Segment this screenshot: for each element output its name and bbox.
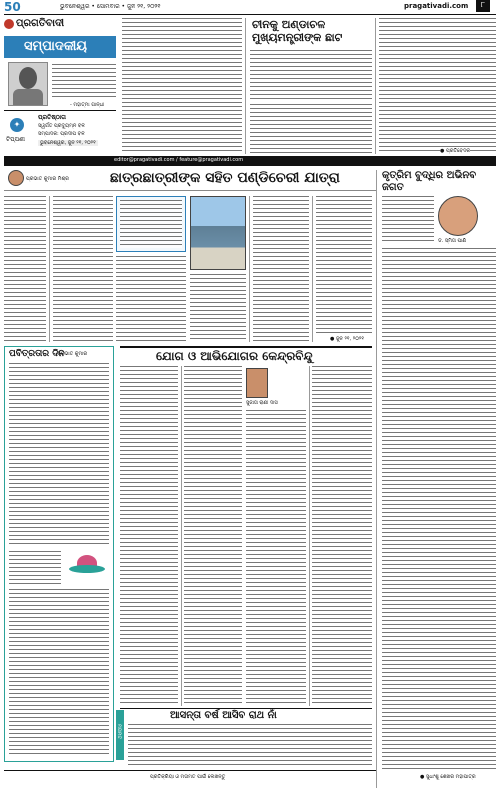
left-box — [4, 346, 114, 762]
top-right-byline: ● ପ୍ରତିବେଦକ — [440, 148, 471, 154]
main-headline-rule — [4, 190, 376, 191]
anniversary-logo: 50 — [4, 0, 21, 14]
footer-rule — [4, 770, 376, 771]
yoga-col-2 — [184, 366, 242, 706]
left-box-body-1 — [9, 363, 109, 547]
divider-7 — [181, 366, 182, 706]
side-strip — [116, 710, 124, 760]
brand-box — [4, 16, 116, 36]
main-author: ପ୍ରଭାତ କୁମାର ମିଶ୍ର — [26, 176, 69, 182]
yoga-col-3 — [246, 410, 306, 706]
pullquote-box — [116, 196, 186, 252]
right-body — [382, 248, 496, 770]
yoga-author: ସୁଜାତା ରାଣୀ ଦାସ — [246, 400, 278, 406]
editorial-col-1 — [122, 18, 242, 154]
main-col-6 — [316, 196, 372, 336]
twitter-label: ଟିପ୍ପଣୀ — [6, 136, 25, 143]
masthead — [0, 0, 500, 14]
divider-6 — [376, 170, 377, 788]
gandhi-portrait — [8, 62, 48, 106]
info-box — [4, 112, 116, 156]
main-headline: ଛାତ୍ରଛାତ୍ରୀଙ୍କ ସହିତ ପଣ୍ଡିଚେରୀ ଯାତ୍ରା — [110, 170, 340, 186]
email-text[interactable]: editor@pragativadi.com / feature@pragativadi.com — [114, 157, 244, 163]
section-title: ସମ୍ପାଦକୀୟ — [24, 39, 87, 54]
footer-note: ପ୍ରତିକ୍ରିୟା ଓ ମତାମତ ପାଇଁ ଲେଖନ୍ତୁ — [150, 774, 226, 780]
divider-3 — [49, 196, 50, 342]
brand-name: ପ୍ରଗତିବାଦୀ — [16, 18, 65, 29]
divider-2 — [375, 18, 376, 154]
main-col-1 — [4, 196, 46, 342]
main-author-photo — [8, 170, 24, 186]
masthead-date: ଭୁବନେଶ୍ୱର • ସୋମବାର • ଜୁନ ୨୧, ୨୦୨୧ — [60, 3, 161, 10]
info-line1: ସ୍ୱର୍ଗତ ପ୍ରଦ୍ୟୁମ୍ନ ବଳ — [38, 123, 85, 129]
page-number: ୮ — [476, 0, 490, 12]
right-intro — [382, 196, 434, 242]
divider-8 — [309, 366, 310, 706]
bottom-headline: ଆସନ୍ତା ବର୍ଷ ଆସିବ ରାଥ ନାଁ — [170, 710, 277, 721]
masthead-website[interactable]: pragativadi.com — [404, 2, 469, 10]
divider-5 — [312, 196, 313, 342]
info-line2: ସମ୍ପାଦକ: ପ୍ରଦୀପ ବଳ — [38, 131, 85, 137]
right-headline: କୃତ୍ରିମ ବୁଦ୍ଧିର ଅଭିନବ ଜଗତ — [382, 170, 477, 193]
brand-logo-icon — [4, 19, 14, 29]
main-col-4 — [190, 274, 246, 342]
section-banner — [4, 36, 116, 58]
side-strip-label: ମତାମତ — [116, 724, 122, 740]
pondicherry-photo — [190, 196, 246, 270]
main-col-2 — [53, 196, 113, 342]
yoga-header — [120, 346, 372, 362]
yoga-col-1 — [120, 366, 178, 706]
top-right-headline: ଚୀନକୁ ଅଣ୍ଡାଚଳ ମୁଖ୍ୟମନ୍ତ୍ରୀଙ୍କ ଛାଟ — [252, 18, 343, 44]
quote-rule — [4, 110, 116, 111]
far-right-body-top — [379, 18, 496, 154]
left-box-body-2 — [9, 551, 61, 585]
twitter-icon: ✦ — [10, 118, 24, 132]
yoga-author-photo — [246, 368, 268, 398]
info-title: ପ୍ରତିଷ୍ଠାତା — [38, 114, 66, 121]
main-col-3 — [116, 256, 186, 342]
right-author-photo — [438, 196, 478, 236]
email-bar[interactable] — [4, 156, 496, 166]
masthead-rule — [4, 14, 496, 15]
right-author: ଡ. ସ୍ମିତା ପାଣି — [438, 238, 467, 244]
main-byline: ● ଜୁନ ୨୧, ୨୦୨୧ — [330, 336, 364, 342]
bottom-rule — [120, 708, 372, 709]
bottom-body — [128, 724, 372, 768]
bottom-author: ● ସୁଧାଂଶୁ ଶେଖର ମହାପାତ୍ର — [420, 774, 476, 780]
divider-1 — [245, 18, 246, 154]
quote-text — [52, 64, 116, 100]
top-right-body — [250, 104, 372, 154]
yoga-headline: ଯୋଗ ଓ ଆଭିଯୋଗର କେନ୍ଦ୍ରବିନ୍ଦୁ — [156, 349, 313, 363]
lotus-icon — [65, 551, 109, 581]
left-box-headline: ପବିତ୍ରତାର ଦିନ — [9, 349, 65, 359]
left-box-author: ପ୍ରଭାତ କୁମାର — [57, 351, 88, 357]
left-box-body-3 — [9, 589, 109, 757]
main-col-5 — [253, 196, 309, 342]
top-right-intro — [250, 50, 372, 100]
quote-author: - ମହାତ୍ମା ଗାନ୍ଧୀ — [70, 102, 105, 108]
info-line3: ଭୁବନେଶ୍ୱର, ଜୁନ ୨୧, ୨୦୨୧ — [40, 140, 96, 146]
yoga-col-4 — [312, 366, 372, 706]
divider-4 — [249, 196, 250, 342]
